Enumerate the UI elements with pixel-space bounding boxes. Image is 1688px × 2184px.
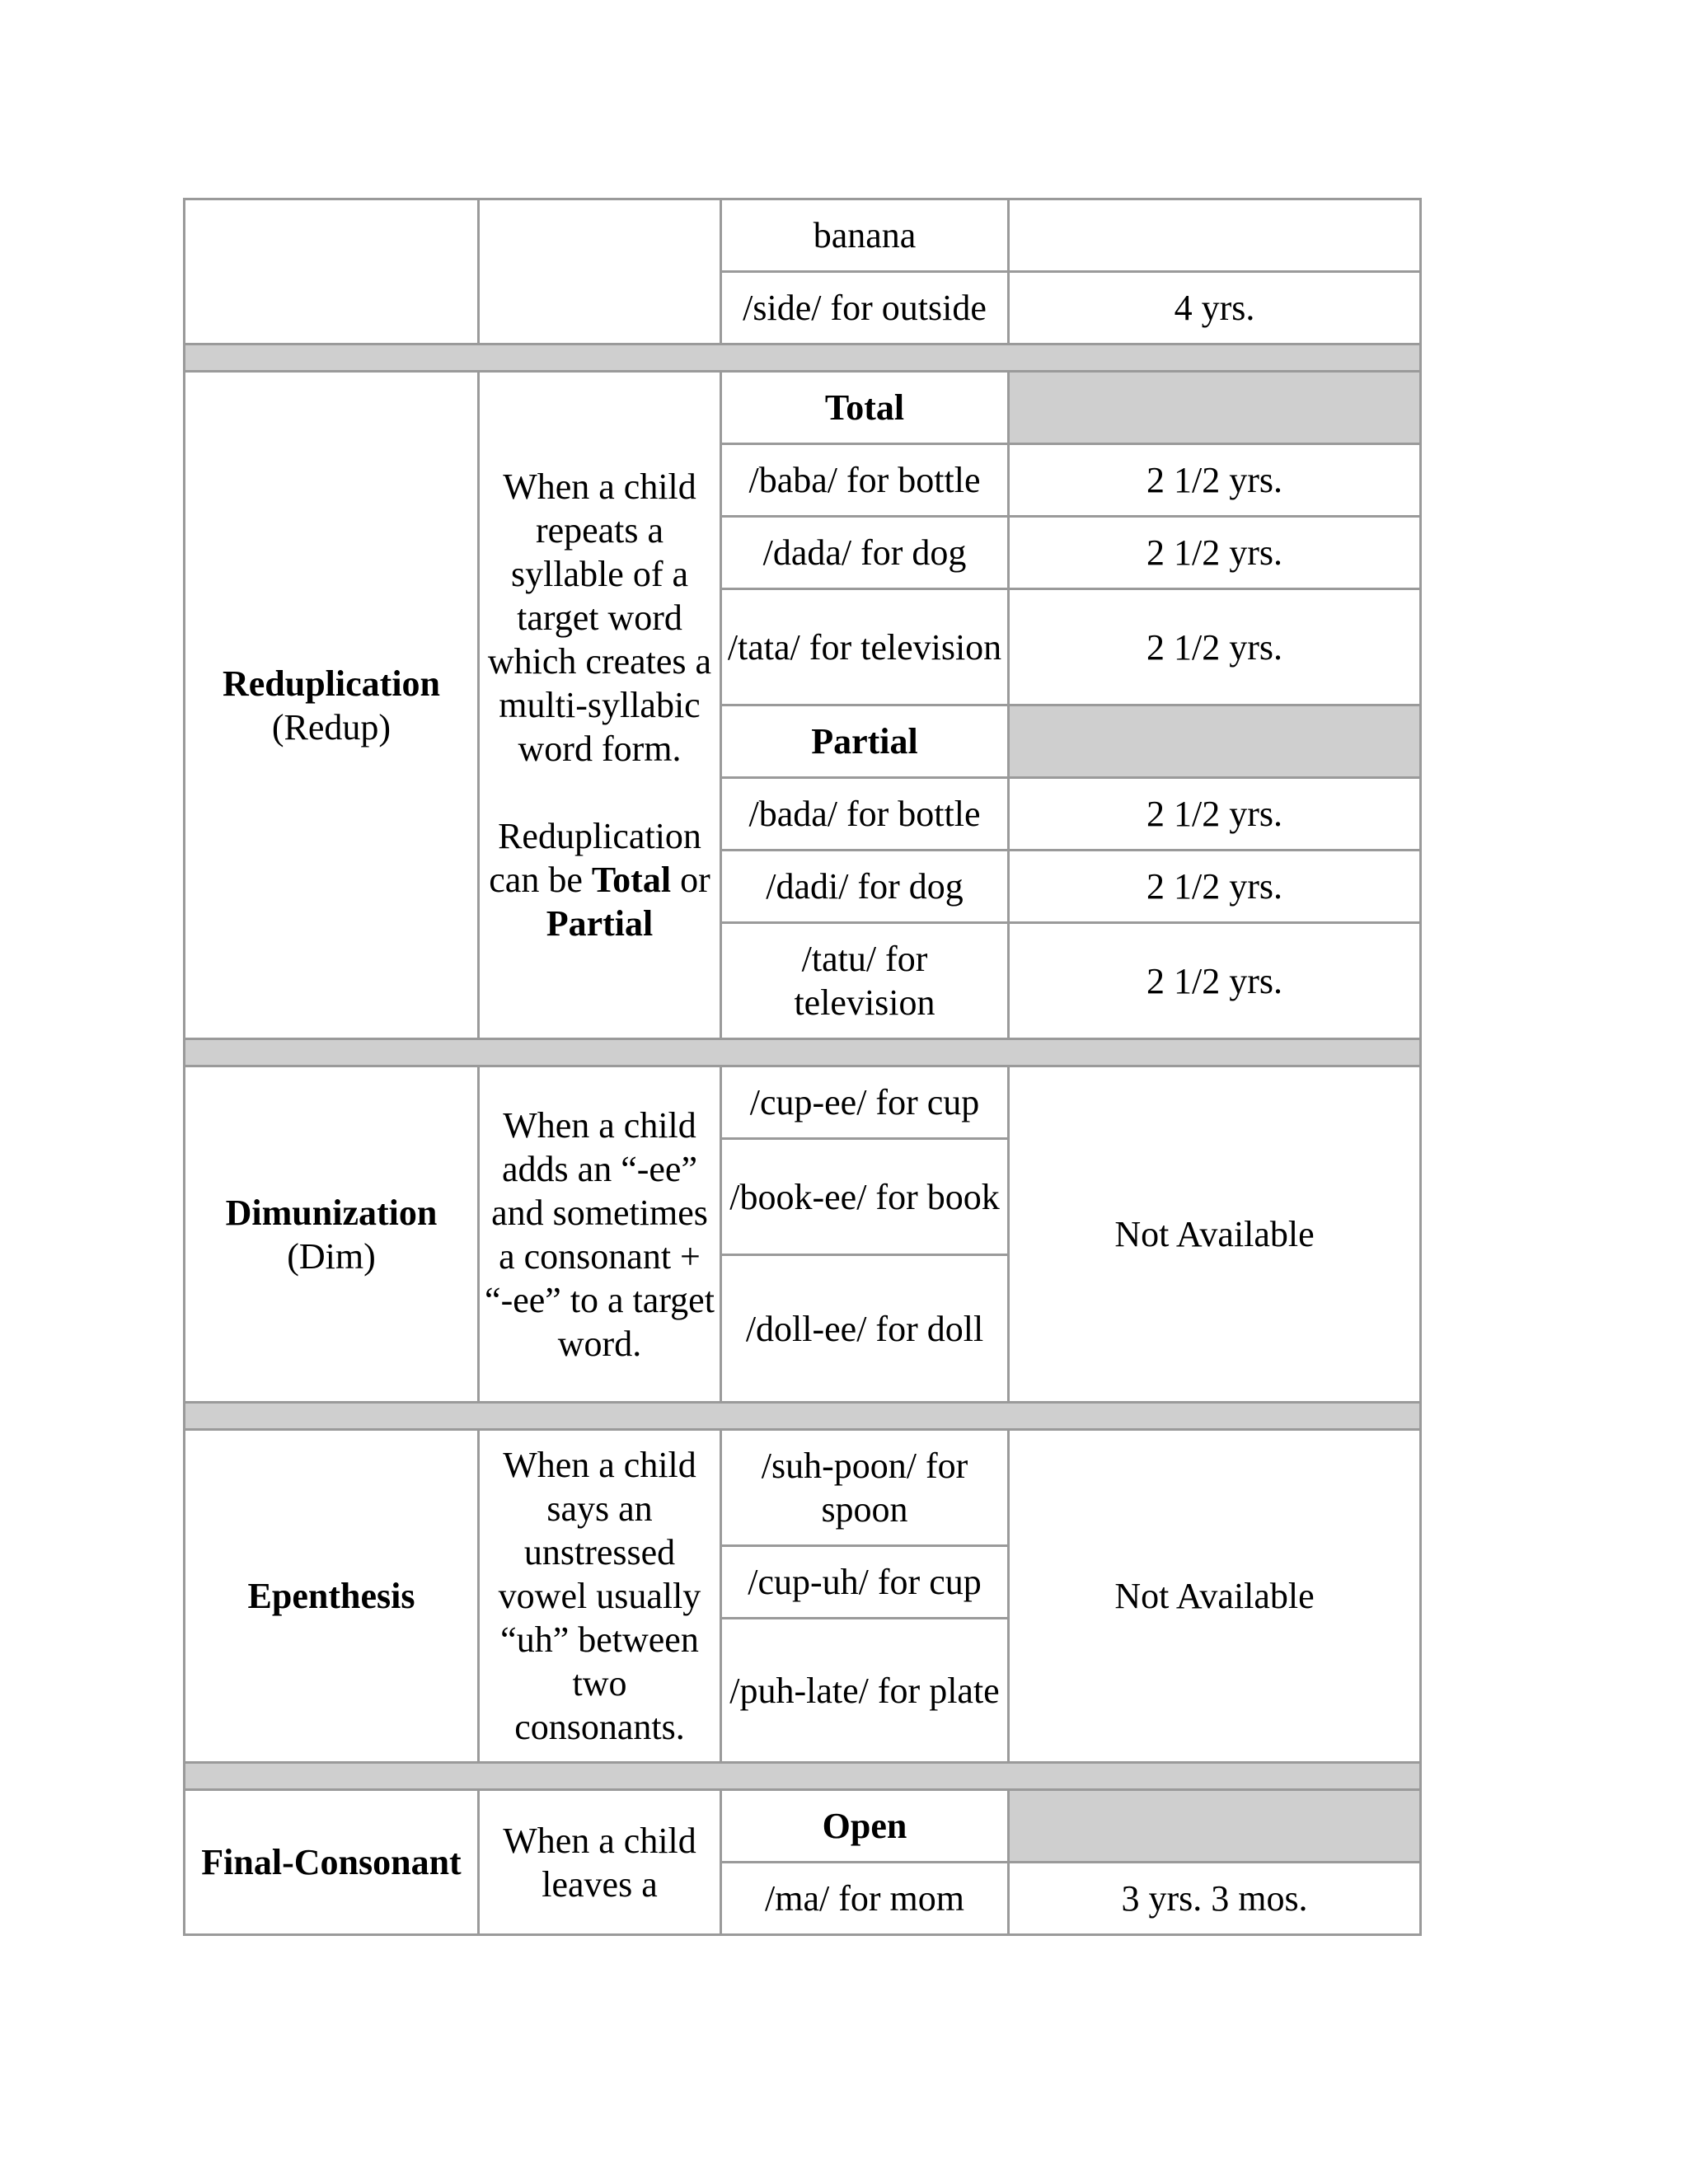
empty-cell (480, 200, 722, 345)
example-cell: /dadi/ for dog (722, 851, 1010, 924)
age-cell: 3 yrs. 3 mos. (1010, 1863, 1422, 1936)
example-cell: /suh-poon/ for spoon (722, 1431, 1010, 1547)
table-row (185, 1067, 1422, 1140)
example-cell: /dada/ for dog (722, 518, 1010, 590)
process-description: When a child says an unstressed vowel usually “uh” between two consonants. (480, 1431, 722, 1764)
age-cell: Not Available (1010, 1431, 1422, 1764)
process-description: When a child leaves a (480, 1791, 722, 1936)
separator-row (185, 1040, 1422, 1067)
example-cell: /side/ for outside (722, 273, 1010, 345)
process-abbr: (Redup) (271, 706, 392, 748)
separator-row (185, 345, 1422, 373)
age-cell: 2 1/2 yrs. (1010, 590, 1422, 706)
subtype-header: Open (722, 1791, 1010, 1863)
age-cell: 4 yrs. (1010, 273, 1422, 345)
example-cell: /cup-ee/ for cup (722, 1067, 1010, 1140)
table-row (185, 1431, 1422, 1547)
example-cell: /ma/ for mom (722, 1863, 1010, 1936)
age-cell: 2 1/2 yrs. (1010, 518, 1422, 590)
age-cell: 2 1/2 yrs. (1010, 924, 1422, 1040)
subtype-header: Partial (722, 706, 1010, 779)
shaded-cell (1010, 706, 1422, 779)
example-cell: /doll-ee/ for doll (722, 1256, 1010, 1404)
table-row (185, 1791, 1422, 1863)
example-cell: /tatu/ for television (722, 924, 1010, 1040)
example-cell: /tata/ for television (722, 590, 1010, 706)
separator-row (185, 1404, 1422, 1431)
process-description: When a child repeats a syllable of a target word which creates a multi-syllabic word form. (487, 466, 712, 769)
process-name-cell (185, 1431, 480, 1764)
process-description-note: Reduplication can be Total or Partial (489, 816, 710, 944)
process-name: Final-Consonant (185, 1791, 480, 1936)
example-cell: /puh-late/ for plate (722, 1619, 1010, 1764)
age-cell: 2 1/2 yrs. (1010, 851, 1422, 924)
age-cell: 2 1/2 yrs. (1010, 779, 1422, 851)
table-row (185, 200, 1422, 273)
process-description: When a child adds an “-ee” and sometimes a consonant + “-ee” to a target word. (480, 1067, 722, 1404)
phonological-process-table (183, 198, 1422, 1936)
age-cell: Not Available (1010, 1067, 1422, 1404)
process-description-cell (480, 373, 722, 1040)
process-name: Dimunization (225, 1192, 438, 1233)
shaded-cell (1010, 1791, 1422, 1863)
example-cell: /baba/ for bottle (722, 445, 1010, 518)
process-name: Reduplication (222, 663, 441, 704)
age-cell: 2 1/2 yrs. (1010, 445, 1422, 518)
separator (185, 345, 1422, 373)
empty-cell (185, 200, 480, 345)
table-row (185, 373, 1422, 445)
process-name: Epenthesis (247, 1576, 415, 1616)
separator (185, 1404, 1422, 1431)
separator (185, 1764, 1422, 1791)
example-cell: /bada/ for bottle (722, 779, 1010, 851)
example-cell: /book-ee/ for book (722, 1140, 1010, 1256)
example-cell: banana (722, 200, 1010, 273)
process-name-cell (185, 1067, 480, 1404)
process-abbr: (Dim) (287, 1235, 376, 1277)
subtype-header: Total (722, 373, 1010, 445)
process-name-cell (185, 373, 480, 1040)
shaded-cell (1010, 373, 1422, 445)
example-cell: /cup-uh/ for cup (722, 1547, 1010, 1619)
age-cell (1010, 200, 1422, 273)
separator (185, 1040, 1422, 1067)
separator-row (185, 1764, 1422, 1791)
